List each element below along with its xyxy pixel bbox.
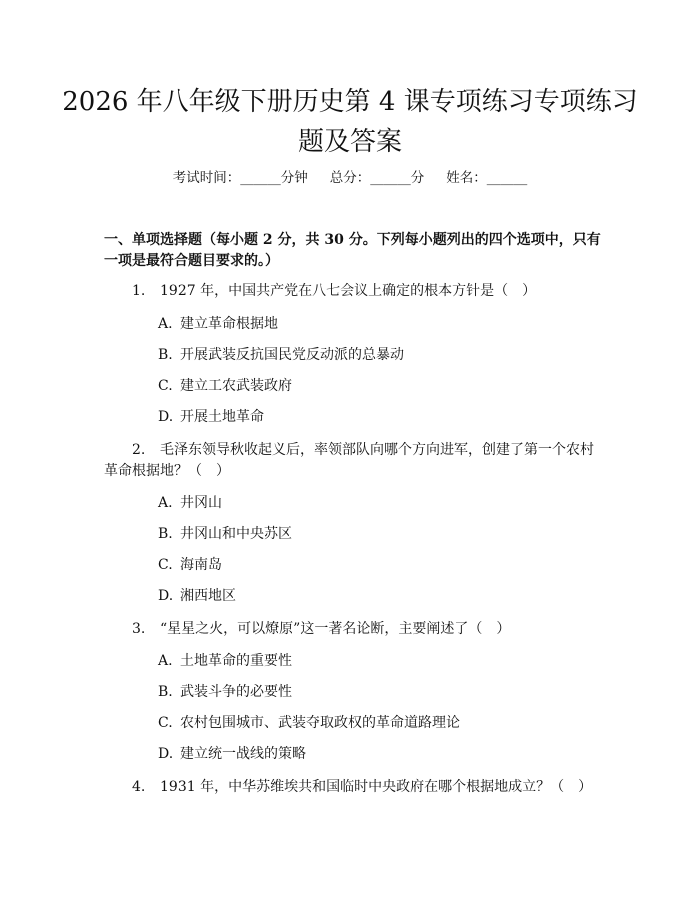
exam-meta xyxy=(0,168,700,188)
question-number: 2. xyxy=(132,442,146,458)
option-1d: D. 开展土地革命 xyxy=(158,409,264,425)
question-text: 毛泽东领导秋收起义后，率领部队向哪个方向进军，创建了第一个农村革命根据地？（ ） xyxy=(104,442,594,479)
total-score-label: 总分：______分 xyxy=(329,170,425,186)
option-2d: D. 湘西地区 xyxy=(158,588,236,604)
option-2b: B. 井冈山和中央苏区 xyxy=(158,526,292,542)
question-1 xyxy=(104,281,604,302)
option-1c: C. 建立工农武装政府 xyxy=(158,378,292,394)
option-3c: C. 农村包围城市、武装夺取政权的革命道路理论 xyxy=(158,715,460,731)
option-2c: C. 海南岛 xyxy=(158,557,222,573)
option-3b: B. 武装斗争的必要性 xyxy=(158,684,292,700)
question-3 xyxy=(104,619,604,640)
question-4 xyxy=(104,777,604,798)
question-text: “星星之火，可以燎原”这一著名论断，主要阐述了（ ） xyxy=(160,621,511,637)
question-number: 3. xyxy=(132,621,146,637)
option-2a: A. 井冈山 xyxy=(158,495,222,511)
student-name-label: 姓名：______ xyxy=(446,170,528,186)
option-1b: B. 开展武装反抗国民党反动派的总暴动 xyxy=(158,347,404,363)
exam-time-label: 考试时间：______分钟 xyxy=(172,170,308,186)
question-2 xyxy=(104,440,604,482)
option-3d: D. 建立统一战线的策略 xyxy=(158,746,306,762)
question-text: 1927 年，中国共产党在八七会议上确定的根本方针是（ ） xyxy=(160,283,537,299)
question-text: 1931 年，中华苏维埃共和国临时中央政府在哪个根据地成立？（ ） xyxy=(160,779,593,795)
option-1a: A. 建立革命根据地 xyxy=(158,316,278,332)
option-3a: A. 土地革命的重要性 xyxy=(158,653,292,669)
document-title: 2026 年八年级下册历史第 4 课专项练习专项练习题及答案 xyxy=(62,87,638,157)
question-number: 4. xyxy=(132,779,146,795)
section-heading: 一、单项选择题（每小题 2 分，共 30 分。下列每小题列出的四个选项中，只有一项是最符合题目要求的。） xyxy=(104,232,601,269)
question-number: 1. xyxy=(132,283,146,299)
